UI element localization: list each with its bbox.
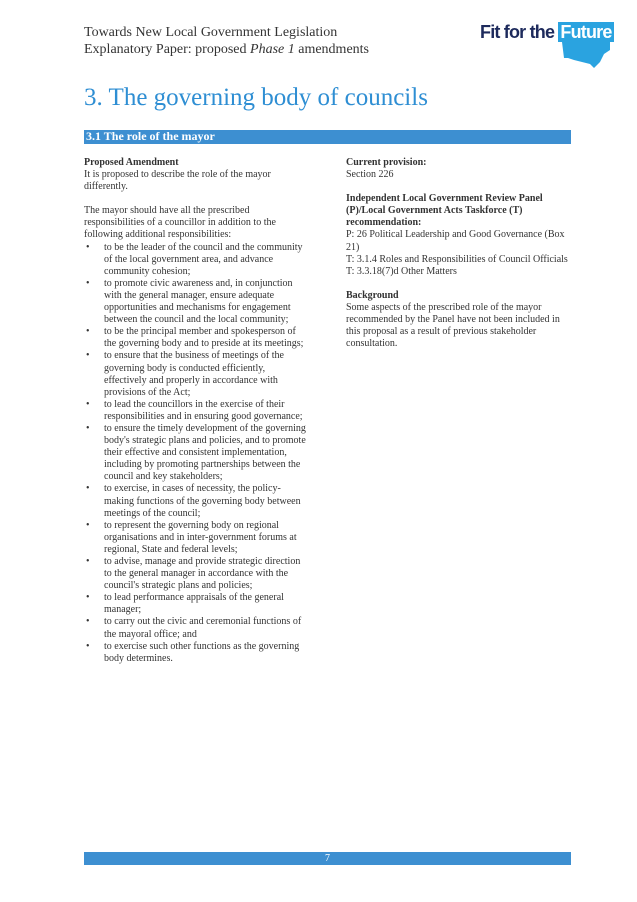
current-provision-value: Section 226 — [346, 169, 394, 181]
subheading-text: 3.1 The role of the mayor — [86, 129, 215, 143]
panel-item: T: 3.1.4 Roles and Responsibilities of Council Officials — [346, 253, 568, 265]
current-provision-heading: Current provision: — [346, 157, 427, 168]
panel-item: P: 26 Political Leadership and Good Governance (Box 21) — [346, 229, 565, 253]
list-item: • to ensure that the business of meetings of the governing body is conducted efficiently, effectively and properly in accordance with provisions of the Act; — [84, 350, 309, 398]
header-subtitle — [84, 41, 404, 58]
responsibilities-lead-in: The mayor should have all the prescribed responsibilities of a councillor in addition to the following additional responsibilities: — [84, 205, 276, 241]
document-header — [84, 24, 404, 58]
footer-bar — [84, 852, 571, 865]
header-subtitle-suffix: amendments — [294, 42, 369, 57]
list-item: • to exercise such other functions as the governing body determines. — [84, 641, 309, 665]
list-item: • to carry out the civic and ceremonial functions of the mayoral office; and — [84, 616, 309, 640]
background-text: Some aspects of the prescribed role of the mayor recommended by the Panel have not been included in this proposal as a result of previous stakeholder consultation. — [346, 301, 560, 350]
header-subtitle-phase: Phase 1 — [250, 42, 295, 57]
nsw-map-icon — [560, 40, 612, 70]
list-item: • to be the principal member and spokesperson of the governing body and to preside at its meetings; — [84, 326, 309, 350]
section-title: 3. The governing body of councils — [84, 84, 428, 111]
header-subtitle-prefix: Explanatory Paper: proposed — [84, 42, 251, 57]
page-number: 7 — [325, 853, 330, 864]
panel-item: T: 3.3.18(7)d Other Matters — [346, 265, 457, 277]
list-item: • to promote civic awareness and, in conjunction with the general manager, ensure adequate opportunities and mechanisms for engagement between the council and the local community; — [84, 278, 309, 326]
panel-recommendation-heading: Independent Local Government Review Panel (P)/Local Government Acts Taskforce (T) recommendation: — [346, 193, 543, 229]
logo-text-part2: Future — [560, 22, 612, 42]
proposed-amendment-heading: Proposed Amendment — [84, 157, 179, 168]
responsibilities-list — [84, 242, 309, 665]
fit-for-the-future-logo — [480, 20, 615, 72]
right-column — [346, 157, 571, 350]
background-heading: Background — [346, 289, 399, 301]
proposed-amendment-intro: It is proposed to describe the role of the mayor differently. — [84, 169, 271, 193]
list-item: • to lead performance appraisals of the general manager; — [84, 592, 309, 616]
left-column — [84, 157, 309, 665]
list-item: • to represent the governing body on regional organisations and in inter-government forums at regional, State and federal levels; — [84, 520, 309, 556]
list-item: • to advise, manage and provide strategic direction to the general manager in accordance with the council's strategic plans and policies; — [84, 556, 309, 592]
header-title: Towards New Local Government Legislation — [84, 25, 338, 40]
list-item: • to ensure the timely development of the governing body's strategic plans and policies, and to promote their effective and consistent implementation, including by promoting partnerships between the council and key stakeholders; — [84, 423, 309, 483]
list-item: • to be the leader of the council and the community of the local government area, and advance community cohesion; — [84, 242, 309, 278]
list-item: • to lead the councillors in the exercise of their responsibilities and in ensuring good governance; — [84, 399, 309, 423]
logo-text-part1: Fit for the — [480, 22, 559, 42]
subheading-bar — [84, 130, 571, 144]
list-item: • to exercise, in cases of necessity, the policy-making functions of the governing body between meetings of the council; — [84, 483, 309, 519]
